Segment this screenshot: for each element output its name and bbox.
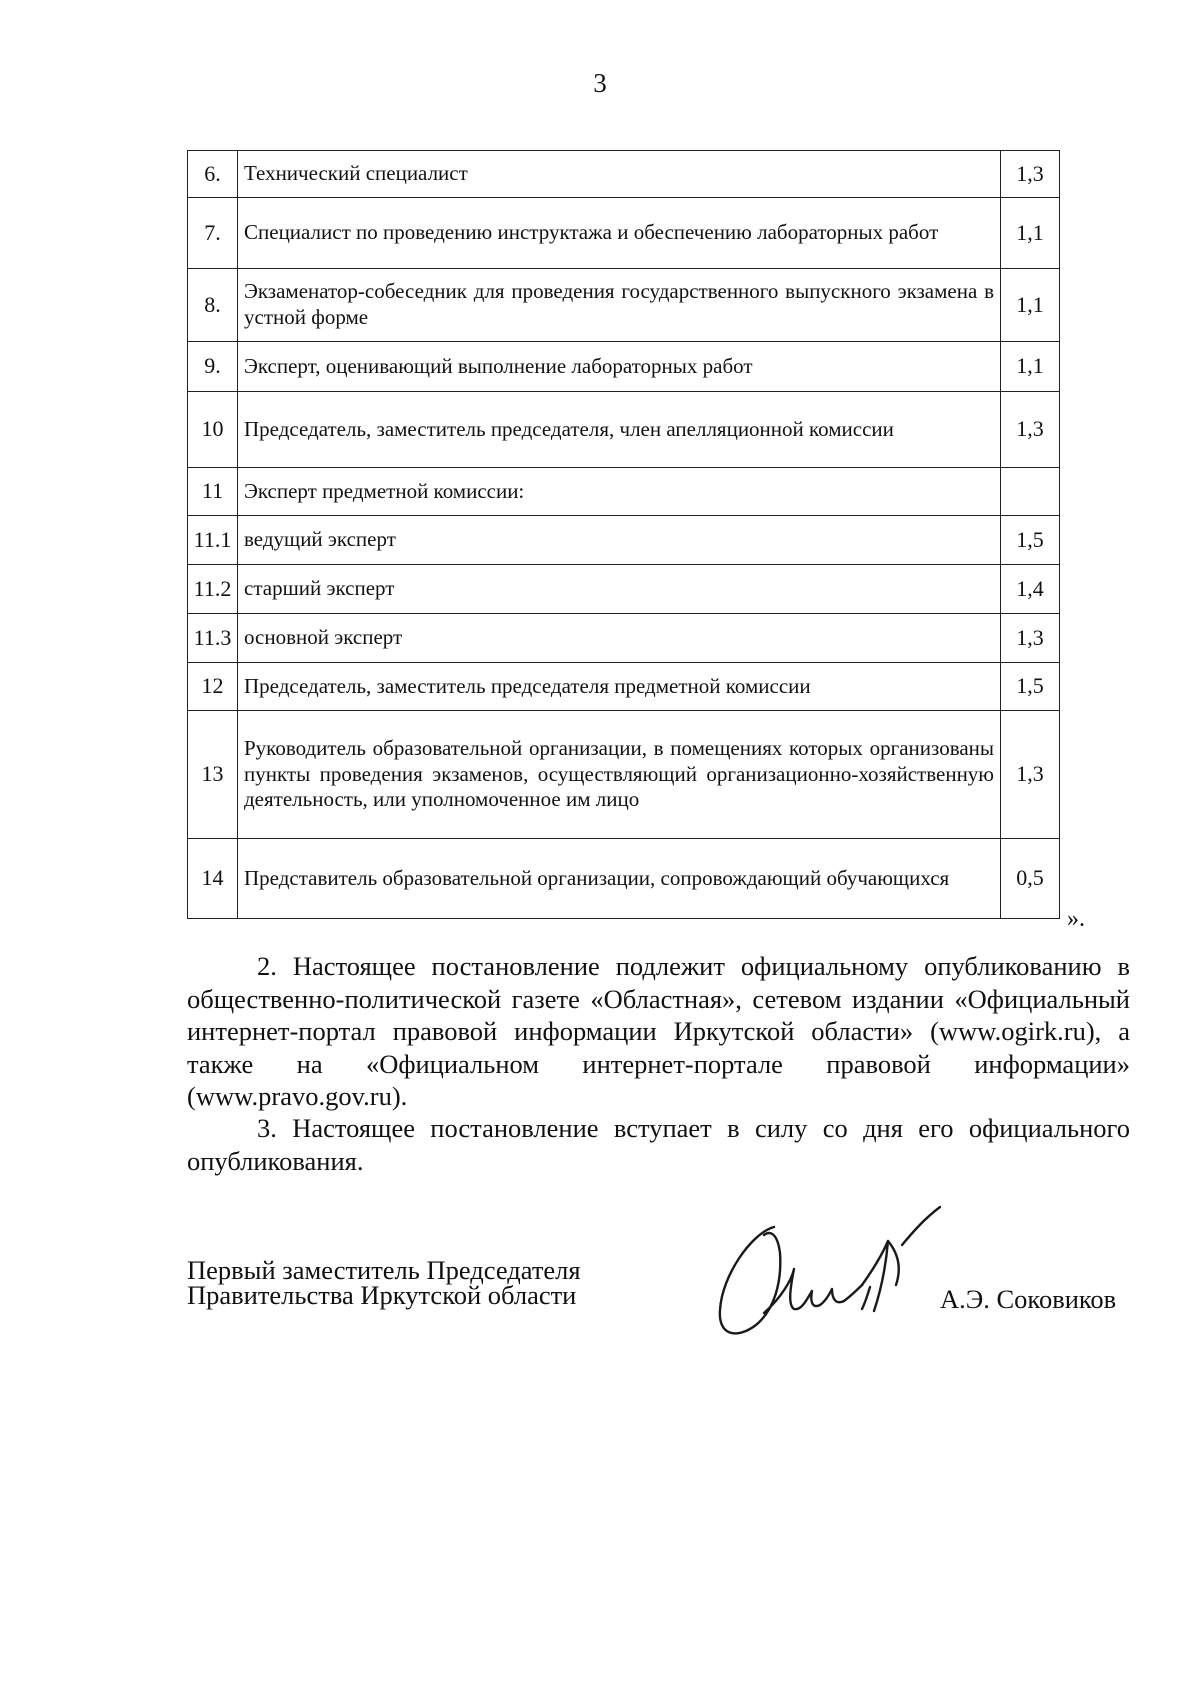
row-position: Экзаменатор-собеседник для проведения государственного выпускного экзамена в устной форме (238, 269, 1001, 342)
page-number: 3 (593, 68, 607, 98)
coefficients-table (187, 150, 1060, 919)
closing-quote: ». (1067, 906, 1085, 932)
signer-position-line2: Правительства Иркутской области (187, 1280, 577, 1310)
table-row (188, 614, 1060, 663)
table-row (188, 151, 1060, 198)
table-row (188, 198, 1060, 269)
row-coefficient: 1,3 (1001, 614, 1060, 663)
signer-position (187, 1255, 581, 1310)
row-coefficient (1001, 468, 1060, 516)
row-coefficient: 1,1 (1001, 269, 1060, 342)
table-row (188, 342, 1060, 392)
table-row (188, 711, 1060, 839)
row-coefficient: 1,3 (1001, 711, 1060, 839)
row-number: 11 (188, 468, 238, 516)
table-row (188, 516, 1060, 565)
row-position: ведущий эксперт (238, 516, 1001, 565)
row-number: 11.2 (188, 565, 238, 614)
row-coefficient: 1,5 (1001, 663, 1060, 711)
paragraph-effective-date: 3. Настоящее постановление вступает в силу со дня его официального опубликования. (187, 1113, 1130, 1176)
paragraph-publication: 2. Настоящее постановление подлежит официальному опубликованию в общественно-политической газете «Областная», сетевом издании «Официальный интернет-портал правовой информации Иркутской области» (www.ogirk.ru), а также на «Официальном интернет-портале правовой информации» (www.pravo.gov.ru). (187, 951, 1130, 1111)
row-number: 12 (188, 663, 238, 711)
row-position: Представитель образовательной организации, сопровождающий обучающихся (238, 839, 1001, 919)
row-position: Специалист по проведению инструктажа и обеспечению лабораторных работ (238, 198, 1001, 269)
row-position: основной эксперт (238, 614, 1001, 663)
table-row (188, 565, 1060, 614)
row-number: 9. (188, 342, 238, 392)
row-number: 7. (188, 198, 238, 269)
row-number: 8. (188, 269, 238, 342)
signer-position-line1: Первый заместитель Председателя (187, 1255, 581, 1285)
table-row (188, 468, 1060, 516)
row-position: Руководитель образовательной организации, в помещениях которых организованы пункты проведения экзаменов, осуществляющий организационно-хозяйственную деятельность, или уполномоченное им лицо (238, 711, 1001, 839)
table-row (188, 392, 1060, 468)
row-position: Технический специалист (238, 151, 1001, 198)
table-row (188, 839, 1060, 919)
row-number: 6. (188, 151, 238, 198)
row-number: 11.3 (188, 614, 238, 663)
row-coefficient: 1,3 (1001, 392, 1060, 468)
row-coefficient: 1,4 (1001, 565, 1060, 614)
row-position: Эксперт, оценивающий выполнение лабораторных работ (238, 342, 1001, 392)
handwritten-signature (712, 1205, 962, 1355)
row-position: старший эксперт (238, 565, 1001, 614)
signer-name: А.Э. Соковиков (940, 1284, 1117, 1314)
row-number: 14 (188, 839, 238, 919)
row-coefficient: 1,5 (1001, 516, 1060, 565)
table-row (188, 269, 1060, 342)
row-coefficient: 0,5 (1001, 839, 1060, 919)
row-coefficient: 1,1 (1001, 342, 1060, 392)
row-position: Председатель, заместитель председателя, член апелляционной комиссии (238, 392, 1001, 468)
row-number: 10 (188, 392, 238, 468)
row-position: Эксперт предметной комиссии: (238, 468, 1001, 516)
row-number: 11.1 (188, 516, 238, 565)
row-coefficient: 1,3 (1001, 151, 1060, 198)
row-coefficient: 1,1 (1001, 198, 1060, 269)
row-number: 13 (188, 711, 238, 839)
row-position: Председатель, заместитель председателя предметной комиссии (238, 663, 1001, 711)
table-row (188, 663, 1060, 711)
